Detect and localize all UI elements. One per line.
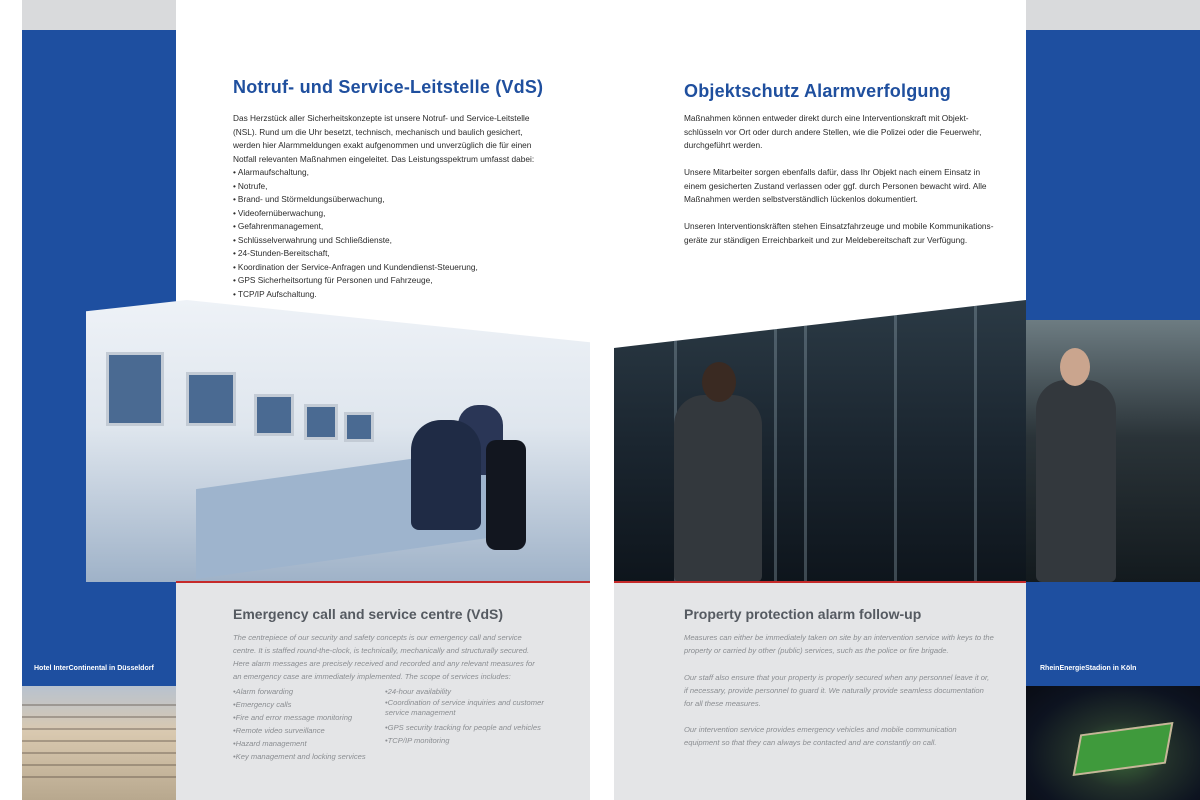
german-body-right <box>684 112 1002 261</box>
list-item: • Hazard management <box>233 737 383 750</box>
grey-band-right <box>1026 0 1200 30</box>
paragraph: Our staff also ensure that your property is properly secured when any personnel leave it or, if necessary, provide personnel to guard it. We naturally provide seamless documentation for all these measures. <box>684 672 990 708</box>
security-guard-photo-2 <box>1026 320 1200 582</box>
paragraph: Unsere Mitarbeiter sorgen ebenfalls dafür, dass Ihr Objekt nach einem Einsatz in einem gesicherten Zustand verlassen oder ggf. durch Personen bewacht wird. Alle Maßnahmen werden selbstverständlich lückenlos dokumentiert. <box>684 167 987 204</box>
photo-caption: Hotel InterContinental in Düsseldorf <box>34 665 154 672</box>
control-room-photo <box>86 300 590 582</box>
list-item: • Fire and error message monitoring <box>233 711 383 724</box>
monitor <box>106 352 164 426</box>
paragraph: Maßnahmen können entweder direkt durch eine Interventionskraft mit Objekt-schlüsseln vor Ort oder durch andere Stellen, wie die Polizei oder die Feuerwehr, durchgeführt werden. <box>684 113 982 150</box>
paragraph: Our intervention service provides emergency vehicles and mobile communication equipment so that they can always be contacted and are constantly on call. <box>684 725 957 747</box>
heading-english-right: Property protection alarm follow-up <box>684 606 922 622</box>
services-list-german <box>233 166 545 301</box>
heading-english-left: Emergency call and service centre (VdS) <box>233 606 504 622</box>
grey-band-left <box>22 0 176 30</box>
glass-door-frame <box>894 300 897 582</box>
german-body-left <box>233 112 545 301</box>
page-gutter <box>590 583 614 800</box>
list-item: • Brand- und Störmeldungsüberwachung, <box>233 193 545 207</box>
monitor <box>186 372 236 426</box>
list-item: • Emergency calls <box>233 698 383 711</box>
glass-door-frame <box>804 300 807 582</box>
operator-figure <box>411 420 481 530</box>
list-item: • Schlüsselverwahrung und Schließdienste, <box>233 234 545 248</box>
list-item: • 24-Stunden-Bereitschaft, <box>233 247 545 261</box>
list-item: • Key management and locking services <box>233 750 383 763</box>
hotel-photo <box>22 686 176 800</box>
list-item: • Alarm forwarding <box>233 685 383 698</box>
football-pitch <box>1073 722 1174 776</box>
paragraph: Unseren Interventionskräften stehen Einsatzfahrzeuge und mobile Kommunikations-geräte zur ständigen Erreichbarkeit und zur Meldebereitschaft zur Verfügung. <box>684 221 994 245</box>
guard-figure <box>674 395 762 582</box>
intro-paragraph: Das Herzstück aller Sicherheitskonzepte ist unsere Notruf- und Service-Leitstelle (NSL). Rund um die Uhr besetzt, technisch, mechanisch und baulich gesichert, werden hier Alarmmeldungen exakt aufgenommen und unverzüglich die für einen Notfall relevanten Maßnahmen eingeleitet. Das Leistungsspektrum umfasst dabei: <box>233 113 535 164</box>
list-item: • Koordination der Service-Anfragen und Kundendienst-Steuerung, <box>233 261 545 275</box>
guard-head <box>1060 348 1090 386</box>
services-list-english-col1 <box>233 685 383 763</box>
list-item: • Coordination of service inquiries and customer service management <box>385 698 555 718</box>
services-list-english-col2 <box>385 685 555 747</box>
stadium-photo <box>1026 686 1200 800</box>
paragraph: Measures can either be immediately taken on site by an intervention service with keys to the property or carried by other (public) services, such as the police or fire brigade. <box>684 633 994 655</box>
glass-door-frame <box>974 300 977 582</box>
list-item: • TCP/IP Aufschaltung. <box>233 288 545 302</box>
heading-german-left: Notruf- und Service-Leitstelle (VdS) <box>233 77 544 97</box>
list-item: • TCP/IP monitoring <box>385 734 555 747</box>
english-body-right <box>684 631 994 763</box>
monitor <box>344 412 374 442</box>
monitor <box>304 404 338 440</box>
heading-german-right: Objektschutz Alarmverfolgung <box>684 81 951 101</box>
list-item: • Remote video surveillance <box>233 724 383 737</box>
guard-figure <box>1036 380 1116 582</box>
office-chair <box>486 440 526 550</box>
glass-door-frame <box>774 300 777 582</box>
english-intro-left: The centrepiece of our security and safety concepts is our emergency call and service centre. It is staffed round-the-clock, is technically, mechanically and structurally secured. Here alarm messages are precisely received and recorded and any relevant measures for an emergency case are immediately implemented. The scope of services includes: <box>233 633 535 681</box>
list-item: • GPS Sicherheitsortung für Personen und Fahrzeuge, <box>233 274 545 288</box>
guard-head <box>702 362 736 402</box>
photo-caption: RheinEnergieStadion in Köln <box>1040 665 1137 672</box>
list-item: • Alarmaufschaltung, <box>233 166 545 180</box>
monitor <box>254 394 294 436</box>
security-guard-photo <box>614 300 1026 582</box>
list-item: • GPS security tracking for people and vehicles <box>385 721 555 734</box>
list-item: • Gefahrenmanagement, <box>233 220 545 234</box>
list-item: • Notrufe, <box>233 180 545 194</box>
list-item: • 24-hour availability <box>385 685 555 698</box>
list-item: • Videofernüberwachung, <box>233 207 545 221</box>
page-margin <box>0 0 22 800</box>
